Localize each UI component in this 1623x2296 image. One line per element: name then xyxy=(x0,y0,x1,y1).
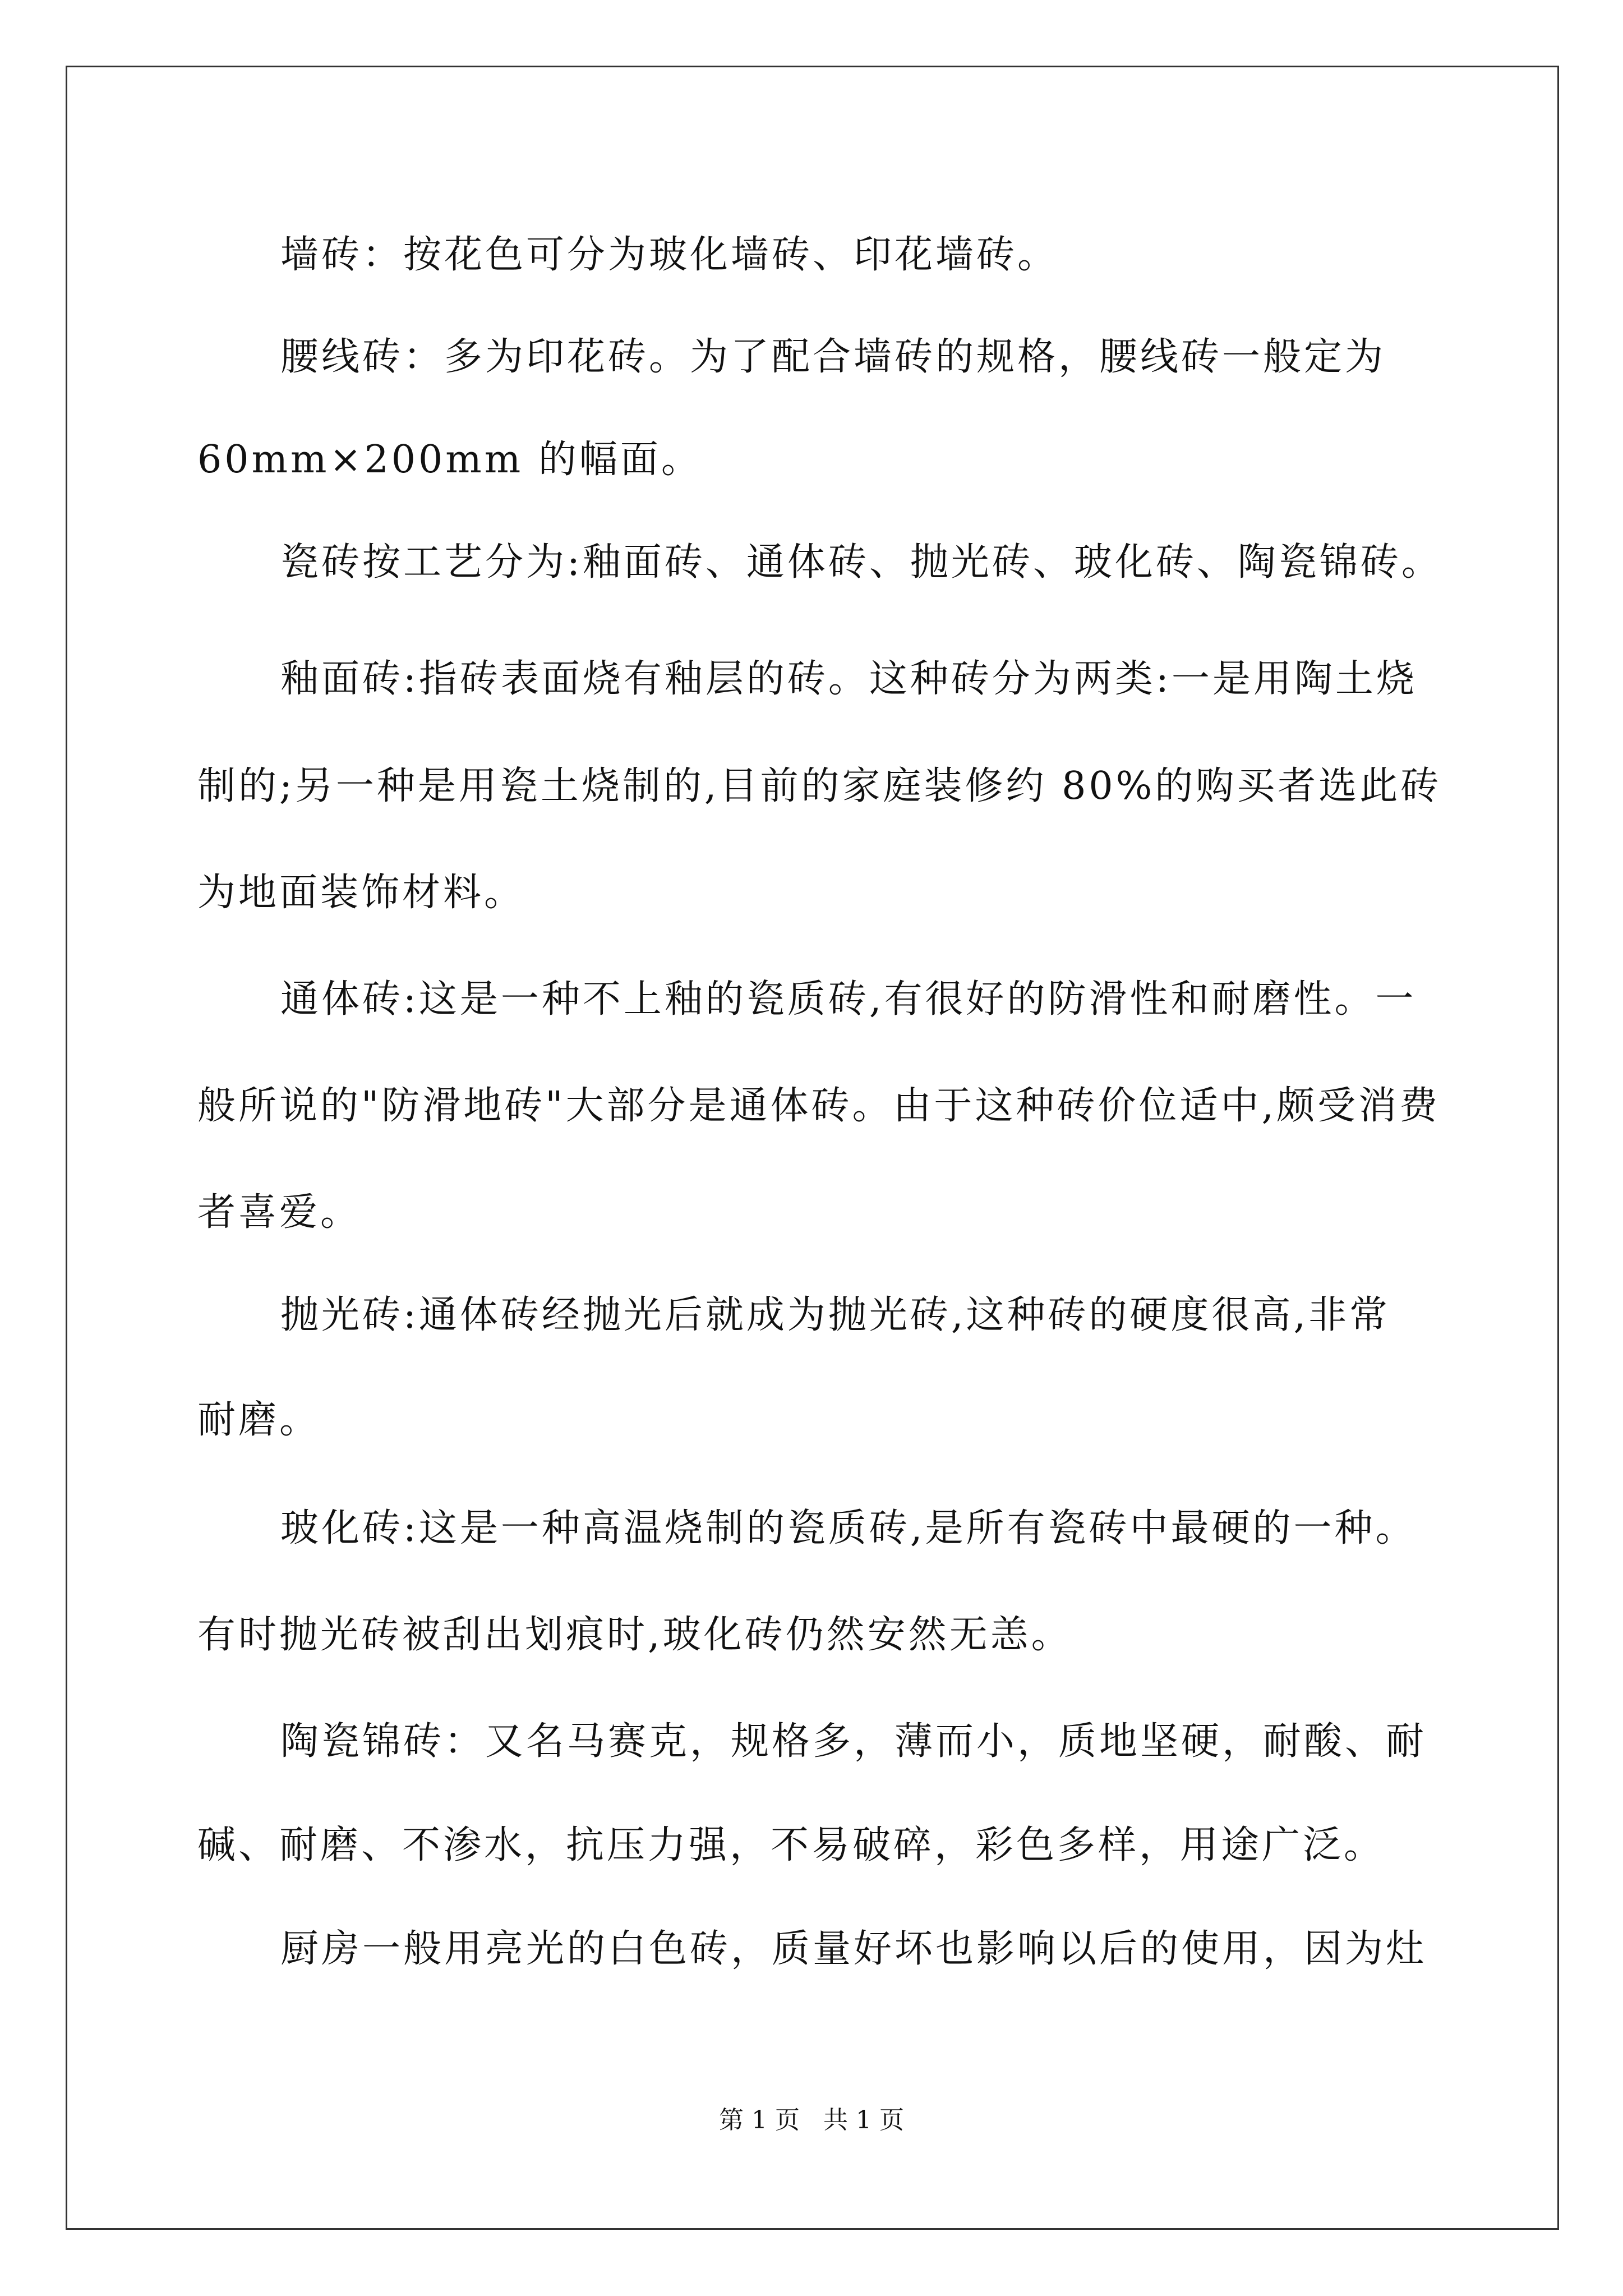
paragraph-line: 陶瓷锦砖：又名马赛克，规格多，薄而小，质地坚硬，耐酸、耐 xyxy=(280,1719,1427,1764)
paragraph-line: 厨房一般用亮光的白色砖，质量好坏也影响以后的使用，因为灶 xyxy=(280,1927,1427,1971)
paragraph-line: 耐磨。 xyxy=(197,1398,321,1442)
paragraph-line: 墙砖：按花色可分为玻化墙砖、印花墙砖。 xyxy=(280,233,1059,277)
paragraph-line: 般所说的"防滑地砖"大部分是通体砖。由于这种砖价位适中,颇受消费 xyxy=(197,1084,1441,1128)
paragraph-line: 60mm×200mm 的幅面。 xyxy=(197,438,702,482)
paragraph-line: 碱、耐磨、不渗水，抗压力强，不易破碎，彩色多样，用途广泛。 xyxy=(197,1823,1385,1867)
page-border xyxy=(66,66,1559,2230)
page-footer: 第 1 页 共 1 页 xyxy=(719,2106,904,2134)
paragraph-line: 者喜爱。 xyxy=(197,1190,362,1235)
paragraph-line: 腰线砖：多为印花砖。为了配合墙砖的规格，腰线砖一般定为 xyxy=(280,335,1386,379)
paragraph-line: 有时抛光砖被刮出划痕时,玻化砖仍然安然无恙。 xyxy=(197,1613,1072,1657)
paragraph-line: 制的;另一种是用瓷土烧制的,目前的家庭装修约 80%的购买者选此砖 xyxy=(197,764,1442,808)
paragraph-line: 为地面装饰材料。 xyxy=(197,871,525,915)
paragraph-line: 釉面砖:指砖表面烧有釉层的砖。这种砖分为两类:一是用陶土烧 xyxy=(280,657,1417,701)
paragraph-line: 通体砖:这是一种不上釉的瓷质砖,有很好的防滑性和耐磨性。一 xyxy=(280,977,1417,1022)
paragraph-line: 抛光砖:通体砖经抛光后就成为抛光砖,这种砖的硬度很高,非常 xyxy=(280,1293,1391,1337)
paragraph-line: 玻化砖:这是一种高温烧制的瓷质砖,是所有瓷砖中最硬的一种。 xyxy=(280,1506,1417,1550)
paragraph-line: 瓷砖按工艺分为:釉面砖、通体砖、抛光砖、玻化砖、陶瓷锦砖。 xyxy=(280,540,1442,585)
